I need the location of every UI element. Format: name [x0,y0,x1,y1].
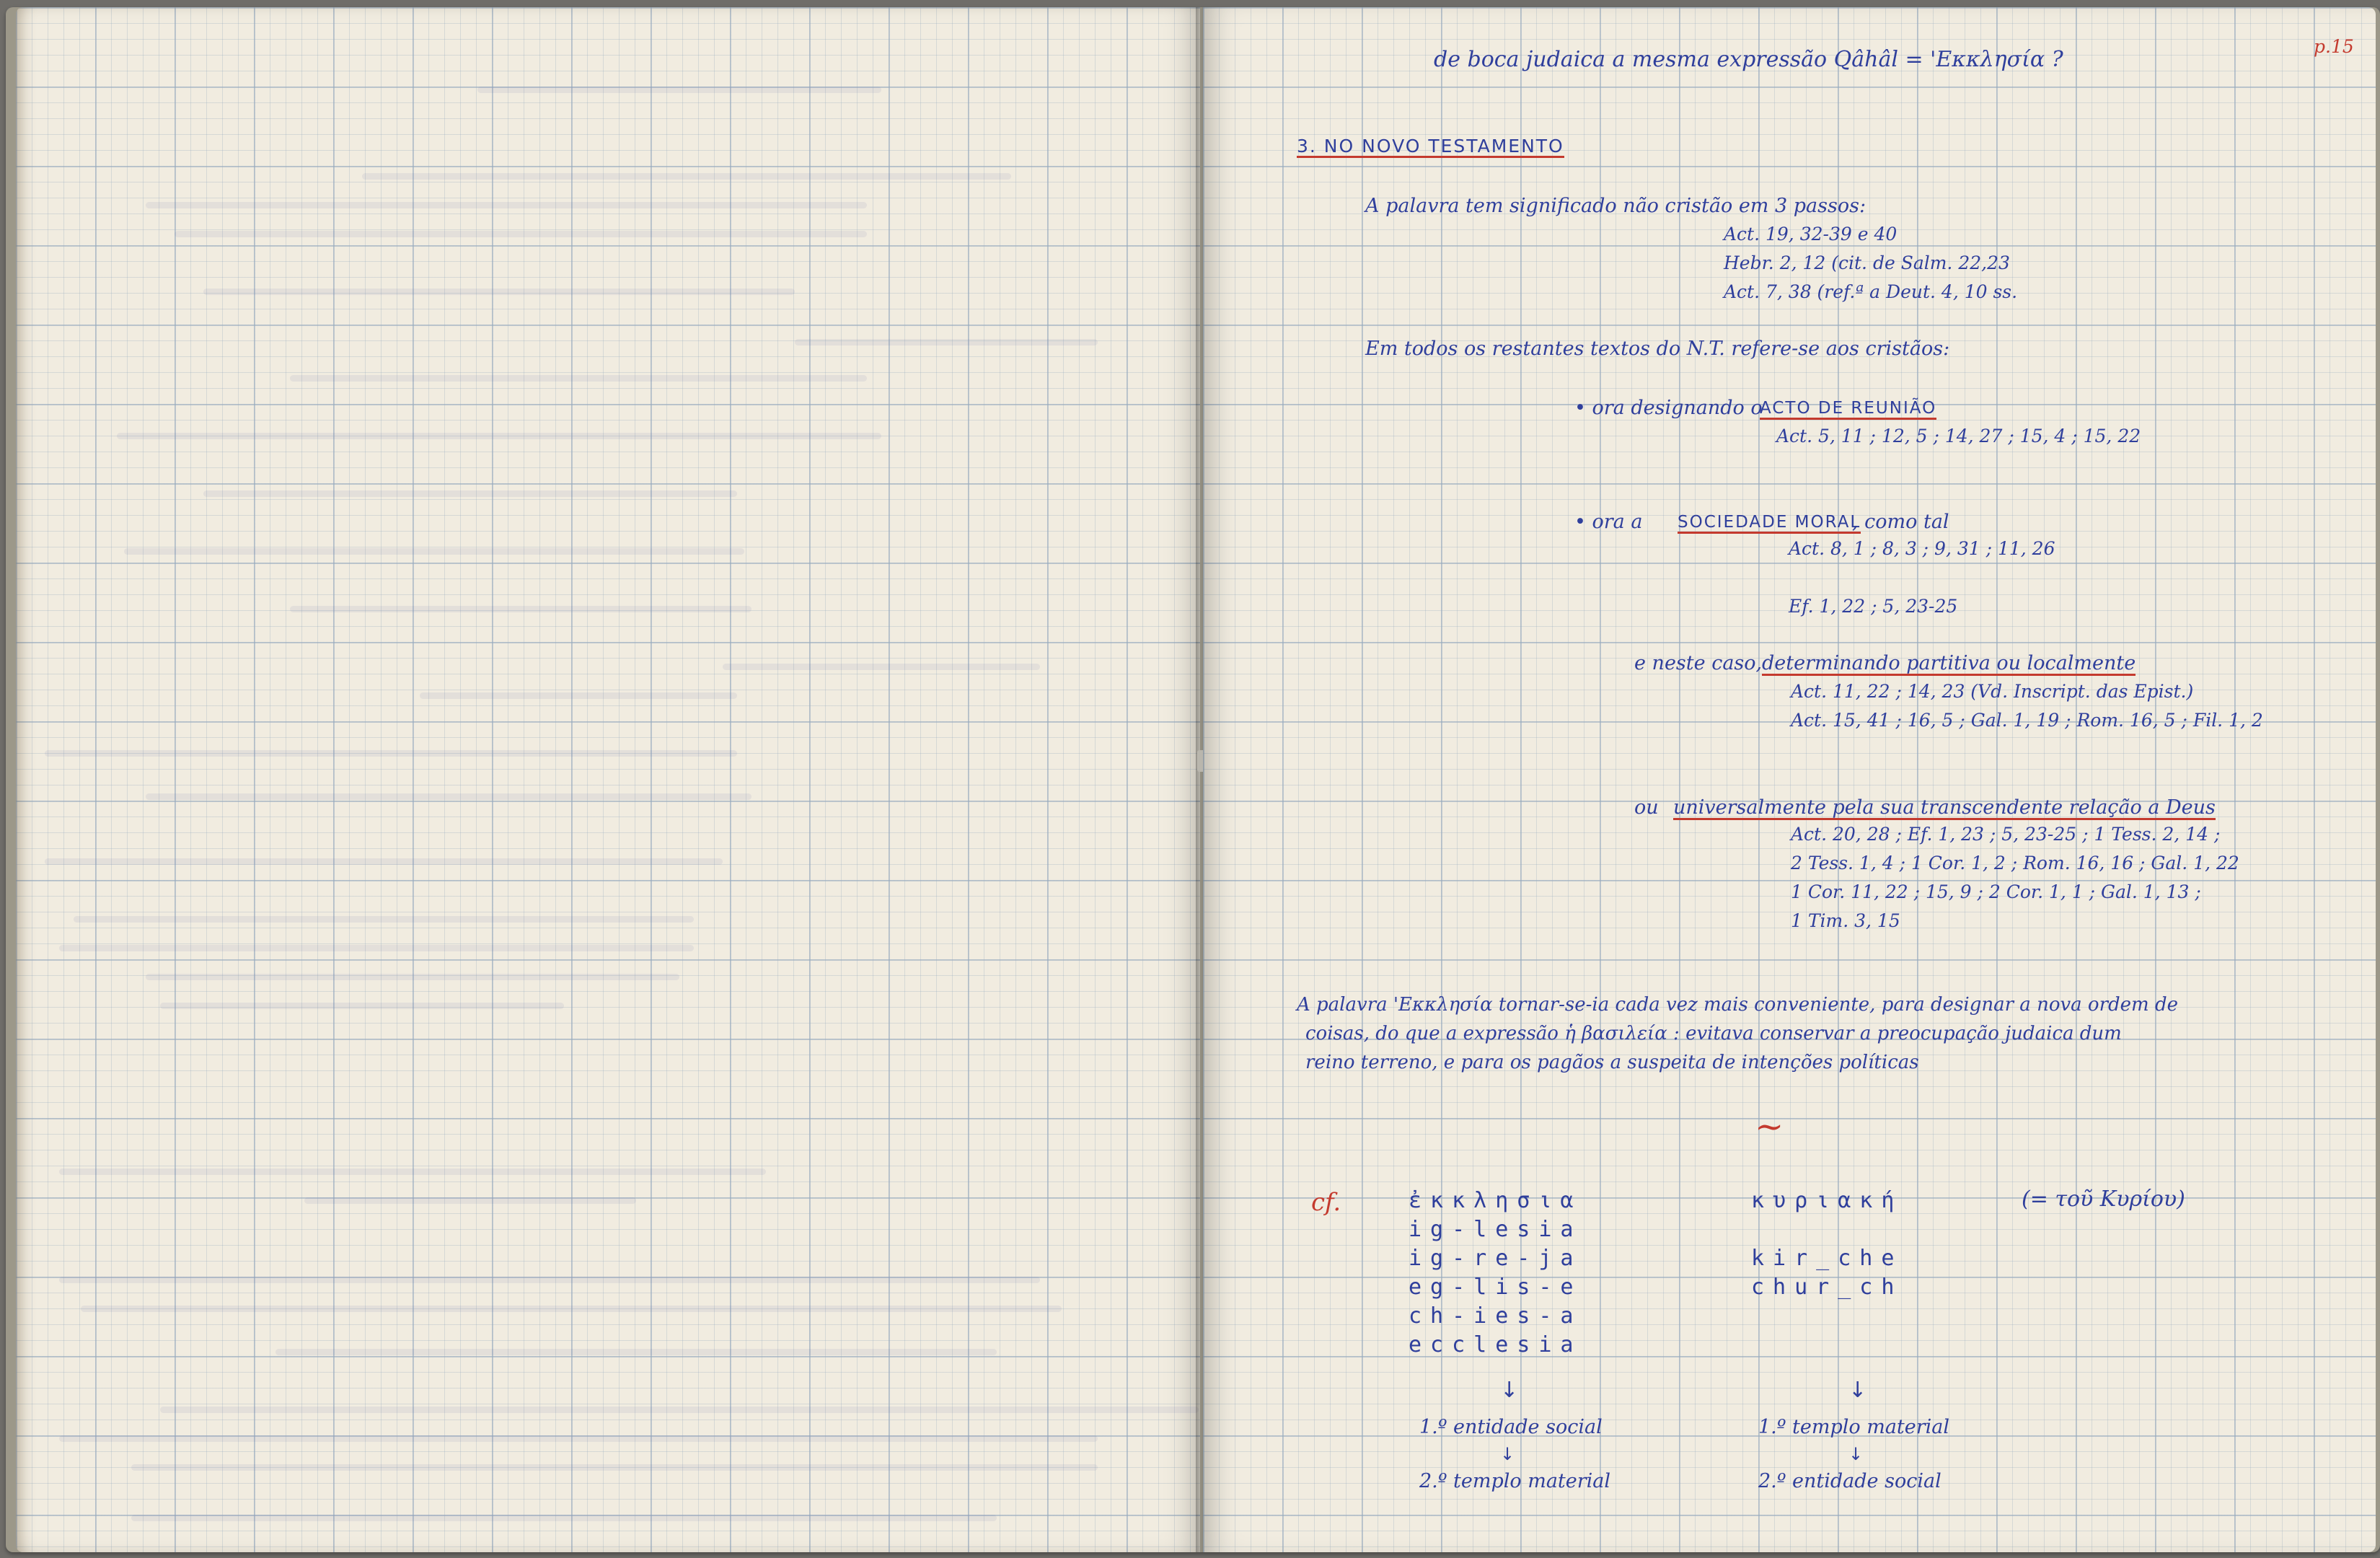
top-line: de boca judaica a mesma expressão Qâhâl = 'Εκκλησία ? [1434,47,2063,72]
left-page [16,7,1200,1552]
sociedade-refs-2: Ef. 1, 22 ; 5, 23-25 [1789,596,1958,617]
acto-lead: • ora designando o [1574,397,1763,419]
universal-term: universalmente pela sua transcendente relação a Deus [1673,796,2216,819]
col1-arrow-2: ↓ [1500,1444,1515,1464]
other-texts: Em todos os restantes textos do N.T. refere-se aos cristãos: [1365,338,1950,360]
universal-refs-1: Act. 20, 28 ; Ef. 1, 23 ; 5, 23-25 ; 1 Tess. 2, 14 ; [1791,824,2221,845]
universal-refs-3: 1 Cor. 11, 22 ; 15, 9 ; 2 Cor. 1, 1 ; Gal. 1, 13 ; [1791,881,2201,902]
neste-caso-term: determinando partitiva ou localmente [1762,652,2136,674]
sociedade-tail: , como tal [1852,511,1949,533]
col2-first: 1.º templo material [1758,1416,1950,1438]
right-page [1203,7,2376,1552]
section-heading: 3. NO NOVO TESTAMENTO [1297,136,1564,157]
col1-word-5: ch-ies-a [1409,1303,1582,1329]
universal-lead: ou [1634,796,1659,819]
acto-term: ACTO DE REUNIÃO [1760,400,1936,420]
col2-note: (= τοῦ Κυρίου) [2022,1187,2185,1212]
col1-word-6: ecclesia [1409,1332,1582,1357]
universal-refs-4: 1 Tim. 3, 15 [1791,910,1900,931]
neste-caso-refs-2: Act. 15, 41 ; 16, 5 ; Gal. 1, 19 ; Rom. 16, 5 ; Fil. 1, 2 [1791,710,2263,731]
col1-arrow-1: ↓ [1500,1378,1519,1403]
sociedade-lead: • ora a [1574,511,1643,533]
paragraph-line-1: A palavra 'Εκκλησία tornar-se-ia cada vez mais conveniente, para designar a nova ordem de [1297,994,2178,1016]
col1-first: 1.º entidade social [1419,1416,1603,1438]
cf-label: cf. [1311,1188,1341,1217]
neste-caso-lead: e neste caso, [1634,652,1763,674]
paragraph-line-3: reino terreno, e para os pagãos a suspeita de intenções políticas [1305,1052,1919,1073]
col2-arrow-1: ↓ [1848,1378,1867,1403]
col2-second: 2.º entidade social [1758,1470,1942,1492]
intro-ref-1: Act. 19, 32-39 e 40 [1724,224,1898,245]
col1-word-4: eg-lis-e [1409,1275,1582,1300]
col2-word-3: chur_ch [1751,1275,1903,1300]
paragraph-line-2: coisas, do que a expressão ἡ βασιλεία : evitava conservar a preocupação judaica dum [1305,1023,2122,1044]
intro-ref-2: Hebr. 2, 12 (cit. de Salm. 22,23 [1724,252,2010,273]
col1-word-1: ἐκκλησια [1409,1188,1582,1213]
col2-word-1: κυριακή [1751,1188,1903,1213]
tilde-divider: ~ [1755,1106,1784,1147]
notebook [6,7,2380,1552]
col2-arrow-2: ↓ [1848,1444,1864,1464]
col1-second: 2.º templo material [1419,1470,1611,1492]
intro-text: A palavra tem significado não cristão em 3 passos: [1365,195,1866,217]
sociedade-term: SOCIEDADE MORAL [1678,514,1861,534]
sociedade-refs-1: Act. 8, 1 ; 8, 3 ; 9, 31 ; 11, 26 [1789,538,2055,559]
intro-ref-3: Act. 7, 38 (ref.ª a Deut. 4, 10 ss. [1724,281,2018,302]
neste-caso-refs-1: Act. 11, 22 ; 14, 23 (Vd. Inscript. das Epist.) [1791,681,2194,702]
col1-word-3: ig-re-ja [1409,1246,1582,1271]
universal-refs-2: 2 Tess. 1, 4 ; 1 Cor. 1, 2 ; Rom. 16, 16 ; Gal. 1, 22 [1791,853,2239,873]
col1-word-2: ig-lesia [1409,1217,1582,1242]
col2-word-2: kir_che [1751,1246,1903,1271]
acto-refs: Act. 5, 11 ; 12, 5 ; 14, 27 ; 15, 4 ; 15, 22 [1776,426,2141,446]
page-number: p.15 [2314,36,2354,57]
